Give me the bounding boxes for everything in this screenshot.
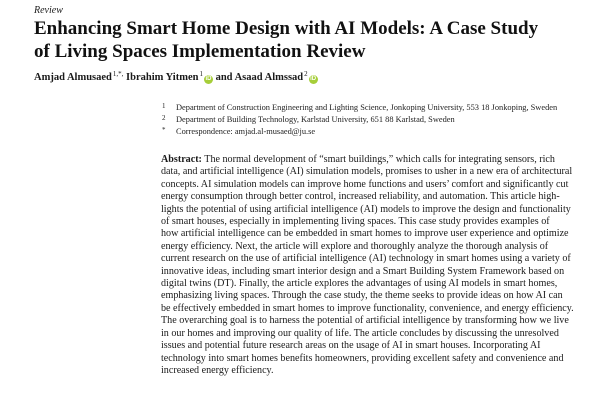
- abstract: [161, 154, 581, 377]
- author-name: Ibrahim Yitmen: [126, 72, 199, 83]
- abstract-line: in our homes and improving our quality of life. The article concludes by discussing the unresolved: [161, 327, 559, 339]
- abstract-label: Abstract:: [161, 154, 202, 165]
- author-name: Asaad Almssad: [234, 72, 304, 83]
- affiliation-mark: *: [162, 126, 166, 134]
- abstract-line: data, and artificial intelligence (AI) simulation models, promises to usher in a new era of architectural: [161, 166, 573, 178]
- orcid-icon[interactable]: iD: [310, 76, 317, 82]
- abstract-line: emphasizing living spaces. Through the case study, the theme seeks to provide ideas on how AI can: [161, 290, 563, 302]
- abstract-line: energy consumption through better control, increased reliability, and automation. This article high-: [161, 191, 560, 203]
- abstract-line: how artificial intelligence can be embedded in smart homes to improve user experience and optimize: [161, 228, 569, 240]
- title-line-1: Enhancing Smart Home Design with AI Models: A Case Study: [34, 18, 539, 39]
- affiliation-text: Department of Building Technology, Karlstad University, 651 88 Karlstad, Sweden: [176, 115, 455, 124]
- abstract-line: of smart houses, especially in implementing living spaces. This case study provides examples of: [161, 216, 550, 228]
- abstract-line: technology into smart homes benefits homeowners, providing excellent safety and convenience and: [161, 352, 564, 364]
- abstract-line: energy efficiency. Next, the article will explore and thoroughly analyze the thorough analysis of: [161, 240, 549, 252]
- paper-title: [34, 17, 574, 63]
- abstract-line: [161, 154, 581, 166]
- author-list: [34, 70, 318, 84]
- abstract-line: be effectively embedded in smart homes to improve functionality, convenience, and energy efficiency.: [161, 302, 574, 314]
- abstract-line: concepts. AI simulation models can improve home functions and users’ comfort and significantly cut: [161, 178, 569, 190]
- author-affil-mark: 2: [304, 70, 308, 78]
- orcid-icon[interactable]: iD: [205, 76, 212, 82]
- author-affil-mark: 1,*,: [112, 70, 124, 78]
- affiliation-mark: 1: [162, 102, 166, 110]
- author-joiner: and: [215, 72, 233, 83]
- affiliation-1: [162, 102, 557, 112]
- abstract-line: digital twins (DT). Finally, the article explores the advantages of using AI models in smart homes,: [161, 278, 558, 290]
- abstract-line: issues and potential future research areas on the usage of AI in smart houses. Incorporating AI: [161, 340, 541, 352]
- abstract-line: The overarching goal is to harness the potential of artificial intelligence by transforming how we live: [161, 315, 569, 327]
- correspondence: [162, 126, 315, 136]
- abstract-text: The normal development of “smart buildings,” which calls for integrating sensors, rich: [204, 154, 555, 165]
- article-type-label: Review: [34, 5, 63, 16]
- abstract-line: lights the potential of using artificial intelligence (AI) models to improve the design and functionality: [161, 203, 571, 215]
- affiliation-2: [162, 114, 455, 124]
- title-line-2: of Living Spaces Implementation Review: [34, 41, 366, 62]
- author-name: Amjad Almusaed: [34, 72, 112, 83]
- author-affil-mark: 1: [199, 70, 203, 78]
- abstract-line: innovative ideas, including smart interior design and a Smart Building System Framework based on: [161, 265, 565, 277]
- correspondence-text[interactable]: Correspondence: amjad.al-musaed@ju.se: [176, 127, 316, 136]
- affiliation-mark: 2: [162, 114, 166, 122]
- affiliation-text: Department of Construction Engineering and Lighting Science, Jonkoping University, 553 18 Jonkoping, Sweden: [176, 103, 558, 112]
- abstract-line: increased energy efficiency.: [161, 364, 274, 376]
- abstract-line: current research on the use of artificial intelligence (AI) technology in smart homes using a variety of: [161, 253, 571, 265]
